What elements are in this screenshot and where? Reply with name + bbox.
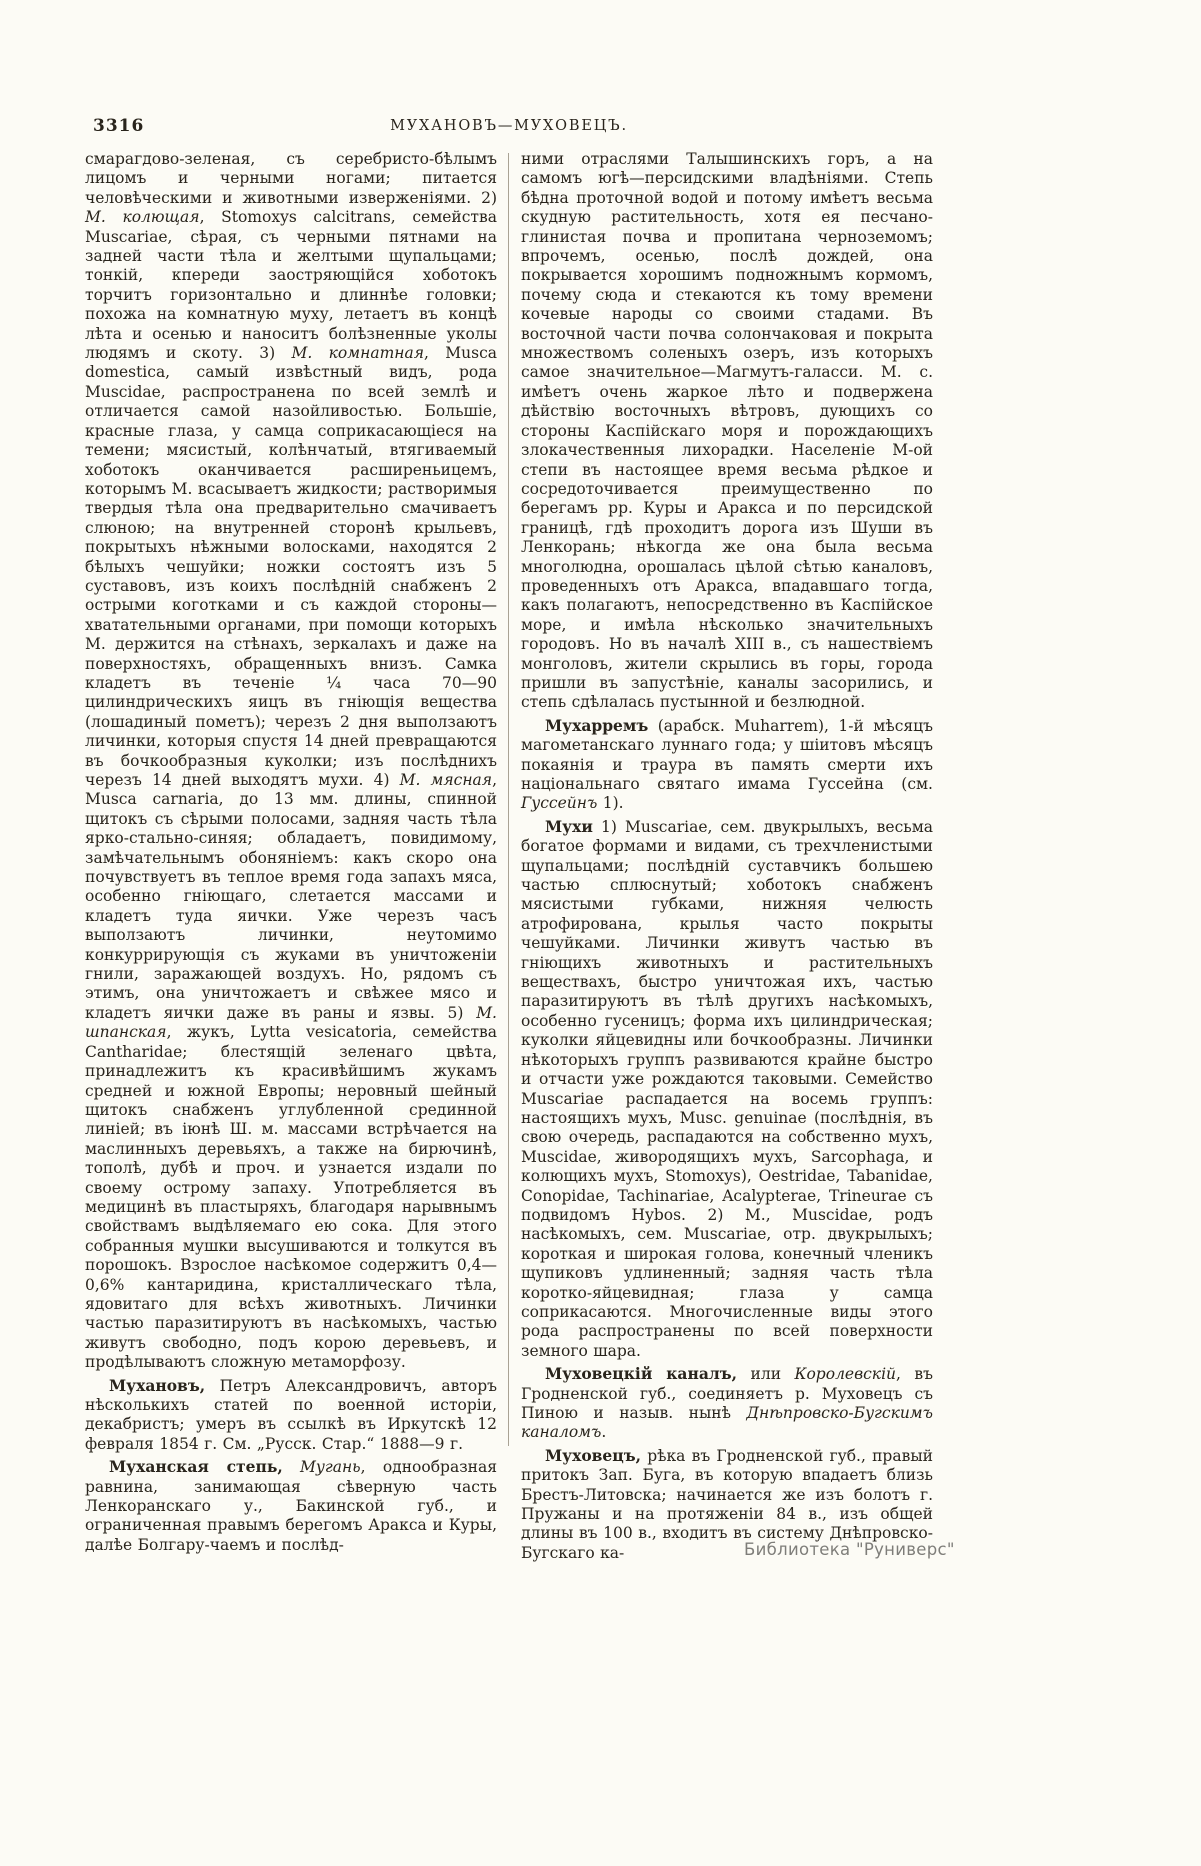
- running-title: МУХАНОВЪ—МУХОВЕЦЪ.: [390, 118, 628, 134]
- paragraph: смарагдово-зеленая, съ серебристо-бѣлымъ лицомъ и черными ногами; питается человѣческими и животными изверженіями. 2) М. колющая, Stomoxys calcitrans, семейства Muscariae, сѣрая, съ черными пятнами на задней части тѣла и желтыми щупальцами; тонкій, кпереди заостряющійся хоботокъ торчитъ горизонтально и длиннѣе головки; похожа на комнатную муху, летаетъ въ концѣ лѣта и осенью и наноситъ болѣзненные уколы людямъ и скоту. 3) М. комнатная, Musca domestica, самый извѣстный видъ, рода Muscidae, распространена по всей землѣ и отличается самой назойливостью. Большіе, красные глаза, у самца соприкасающіеся на темени; мясистый, колѣнчатый, втягиваемый хоботокъ оканчивается расширеньицемъ, которымъ М. всасываетъ жидкости; растворимыя твердыя тѣла она предварительно смачиваетъ слюною; на внутренней сторонѣ крыльевъ, покрытыхъ нѣжными волосками, находятся 2 бѣлыхъ чешуйки; ножки состоятъ изъ 5 суставовъ, изъ коихъ послѣдній снабженъ 2 острыми коготками и съ каждой стороны—хватательными органами, при помощи которыхъ М. держится на стѣнахъ, зеркалахъ и даже на поверхностяхъ, обращенныхъ внизъ. Самка кладетъ въ теченіе ¼ часа 70—90 цилиндрическихъ яицъ въ гніющія вещества (лошадиный пометъ); черезъ 2 дня выползаютъ личинки, которыя спустя 14 дней превращаются въ бочкообразныя куколки; изъ послѣднихъ черезъ 14 дней выходятъ мухи. 4) М. мясная, Musca carnaria, до 13 мм. длины, спинной щитокъ съ сѣрыми полосами, задняя часть тѣла ярко-стально-синяя; обладаетъ, повидимому, замѣчательнымъ обоняніемъ: какъ скоро она почувствуетъ въ теплое время года запахъ мяса, особенно гніющаго, слетается массами и кладетъ туда яички. Уже черезъ часъ выползаютъ личинки, неутомимо конкуррирующія съ жуками въ уничтоженіи гнили, заражающей воздухъ. Но, рядомъ съ этимъ, она уничтожаетъ и свѣжее мясо и кладетъ яички даже въ раны и язвы. 5) М. шпанская, жукъ, Lytta vesicatoria, семейства Cantharidae; блестящій зеленаго цвѣта, принадлежитъ къ красивѣйшимъ жукамъ средней и южной Европы; неровный шейный щитокъ снабженъ углубленной срединной линіей; въ іюнѣ Ш. м. массами встрѣчается на маслинныхъ деревьяхъ, а также на бирючинѣ, тополѣ, дубѣ и проч. и узнается издали по своему острому запаху. Употребляется въ медицинѣ въ пластыряхъ, благодаря нарывнымъ свойствамъ выдѣляемаго ею сока. Для этого собранныя мушки высушиваются и толкутся въ порошокъ. Взрослое насѣкомое содержитъ 0,4—0,6% кантаридина, кристаллическаго тѣла, ядовитаго для всѣхъ животныхъ. Личинки частью паразитируютъ въ насѣкомыхъ, частью живутъ свободно, подъ корою деревьевъ, и продѣлываютъ сложную метаморфозу.: [85, 150, 497, 1372]
- paragraph: Мухи 1) Muscariae, сем. двукрылыхъ, весьма богатое формами и видами, съ трехчленистыми щупальцами; послѣдній суставчикъ большею частью сплюснутый; хоботокъ снабженъ мясистыми губками, нижняя челюсть атрофирована, крылья часто покрыты чешуйками. Личинки живутъ частью въ гніющихъ животныхъ и растительныхъ веществахъ, быстро уничтожая ихъ, частью паразитируютъ въ тѣлѣ другихъ насѣкомыхъ, особенно гусеницъ; форма ихъ цилиндрическая; куколки яйцевидны или бочкообразны. Личинки нѣкоторыхъ группъ развиваются крайне быстро и отчасти уже рождаются таковыми. Семейство Muscariae распадается на восемь группъ: настоящихъ мухъ, Musc. genuinae (послѣднія, въ свою очередь, распадаются на собственно мухъ, Muscidae, живородящихъ мухъ, Sarcophaga, и колющихъ мухъ, Stomoxys), Oestridae, Tabanidae, Conopidae, Tachinariae, Acalypterae, Trineurae съ подвидомъ Hybos. 2) М., Muscidae, родъ насѣкомыхъ, сем. Muscariae, отр. двукрылыхъ; короткая и широкая голова, конечный членикъ щупиковъ удлиненный; задняя часть тѣла коротко-яйцевидная; глаза у самца соприкасаются. Многочисленные виды этого рода распространены по всей поверхности земного шара.: [521, 816, 933, 1360]
- paragraph: Муханская степь, Мугань, однообразная равнина, занимающая сѣверную часть Ленкоранскаго у., Бакинской губ., и ограниченная правымъ берегомъ Аракса и Куры, далѣе Болгару-чаемъ и послѣд-: [85, 1457, 497, 1554]
- column-divider: [508, 153, 509, 1446]
- page-number: 3316: [93, 116, 145, 136]
- left-column: [85, 150, 497, 1563]
- paragraph: Муховецкій каналъ, или Королевскій, въ Гродненской губ., соединяетъ р. Муховецъ съ Пиною и назыв. нынѣ Днѣпровско-Бугскимъ каналомъ.: [521, 1364, 933, 1442]
- paragraph: ними отраслями Талышинскихъ горъ, а на самомъ югѣ—персидскими владѣніями. Степь бѣдна проточной водой и потому имѣетъ весьма скудную растительность, хотя ея песчано-глинистая почва и пропитана черноземомъ; впрочемъ, осенью, послѣ дождей, она покрывается хорошимъ подножнымъ кормомъ, почему сюда и стекаются къ тому времени кочевые народы со своими стадами. Въ восточной части почва солончаковая и покрыта множествомъ соленыхъ озеръ, изъ которыхъ самое значительное—Магмутъ-галасси. М. с. имѣетъ очень жаркое лѣто и подвержена дѣйствію восточныхъ вѣтровъ, дующихъ со стороны Каспійскаго моря и порождающихъ злокачественныя лихорадки. Населеніе М-ой степи въ настоящее время весьма рѣдкое и сосредоточивается преимущественно по берегамъ рр. Куры и Аракса и по персидской границѣ, гдѣ проходитъ дорога изъ Шуши въ Ленкорань; нѣкогда же она была весьма многолюдна, орошалась цѣлой сѣтью каналовъ, проведенныхъ отъ Аракса, впадавшаго тогда, какъ полагаютъ, непосредственно въ Каспійское море, и имѣла нѣсколько значительныхъ городовъ. Но въ началѣ XIII в., съ нашествіемъ монголовъ, жители скрылись въ горы, города пришли въ запустѣніе, каналы засорились, и степь сдѣлалась пустынной и безлюдной.: [521, 150, 933, 712]
- page-header: [85, 116, 933, 142]
- paragraph: Мухарремъ (арабск. Muharrem), 1-й мѣсяцъ магометанскаго луннаго года; у шіитовъ мѣсяцъ покаянія и траура въ память смерти ихъ національнаго святаго имама Гуссейна (см. Гуссейнъ 1).: [521, 715, 933, 813]
- paragraph: Мухановъ, Петръ Александровичъ, авторъ нѣсколькихъ статей по военной исторіи, декабристъ; умеръ въ ссылкѣ въ Иркутскѣ 12 февраля 1854 г. См. „Русск. Стар.“ 1888—9 г.: [85, 1375, 497, 1453]
- right-column: [521, 150, 933, 1563]
- paragraph: Муховецъ, рѣка въ Гродненской губ., правый притокъ Зап. Буга, въ которую впадаетъ близь Брестъ-Литовска; начинается же изъ болотъ г. Пружаны и на протяженіи 84 в., изъ общей длины въ 100 в., входитъ въ систему Днѣпровско-Бугскаго ка-: [521, 1445, 933, 1562]
- library-watermark: Библиотека "Руниверс": [744, 1540, 955, 1559]
- text-block: [85, 150, 933, 1563]
